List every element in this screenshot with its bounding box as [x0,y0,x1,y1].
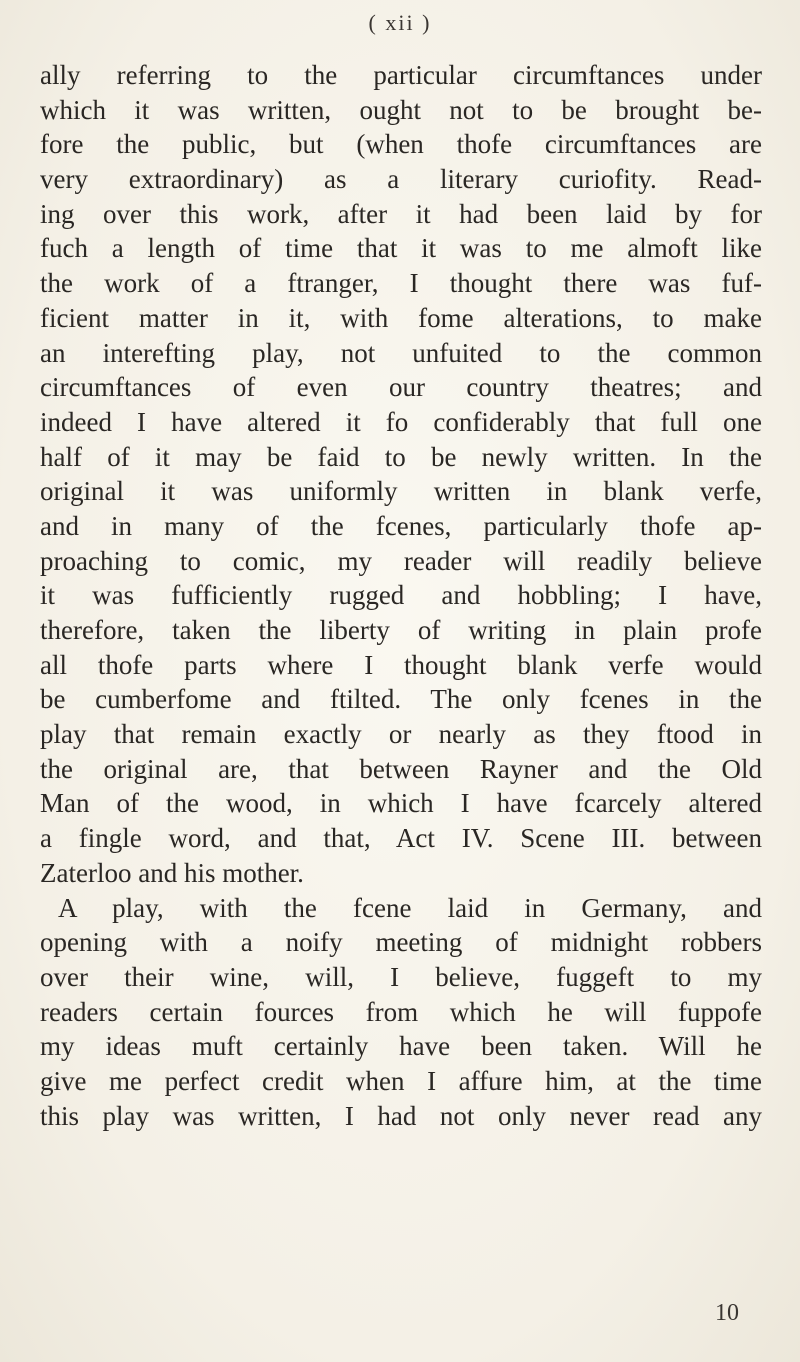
text-line: half of it may be faid to be newly written. In the [40,441,762,472]
body-text [40,58,762,1133]
text-line: proaching to comic, my reader will readily believe [40,545,762,576]
text-line: be cumberfome and ftilted. The only fcenes in the [40,684,762,715]
text-line: ally referring to the particular circumftances under [40,60,762,90]
text-line: circumftances of even our country theatres; and [40,372,762,403]
text-line: over their wine, will, I believe, fuggeft to my [40,961,762,992]
text-line: fore the public, but (when thofe circumftances are [40,129,762,160]
text-line: fuch a length of time that it was to me almoft like [40,233,762,264]
text-line: it was fufficiently rugged and hobbling; I have, [40,580,762,611]
text-line: Zaterloo and his mother. [40,857,304,888]
text-line: the work of a ftranger, I thought there was fuf- [40,268,762,299]
text-line: this play was written, I had not only never read any [40,1100,762,1131]
text-line: opening with a noify meeting of midnight robbers [40,927,762,958]
text-line: the original are, that between Rayner and the Old [40,753,762,784]
text-line: therefore, taken the liberty of writing in plain profe [40,615,762,645]
text-line: all thofe parts where I thought blank verfe would [40,649,762,680]
paragraph-start-line: A play, with the fcene laid in Germany, and [58,892,762,923]
text-line: which it was written, ought not to be brought be- [40,94,762,125]
text-line: very extraordinary) as a literary curiofity. Read- [40,164,762,195]
text-line: and in many of the fcenes, particularly thofe ap- [40,510,762,541]
text-line: an interefting play, not unfuited to the common [40,337,762,368]
text-line: indeed I have altered it fo confiderably that full one [40,406,762,437]
catchword: 10 [715,1300,739,1326]
text-line: a fingle word, and that, Act IV. Scene III. between [40,823,762,854]
text-line: Man of the wood, in which I have fcarcely altered [40,788,762,819]
text-line: ing over this work, after it had been laid by for [40,198,762,229]
text-line: ficient matter in it, with fome alterations, to make [40,302,762,333]
text-line: readers certain fources from which he will fuppofe [40,996,762,1027]
page-number-header: ( xii ) [368,10,432,35]
text-line: play that remain exactly or nearly as they ftood in [40,719,762,750]
text-line: give me perfect credit when I affure him, at the time [40,1065,762,1096]
text-line: original it was uniformly written in blank verfe, [40,476,762,507]
text-line: my ideas muft certainly have been taken. Will he [40,1031,762,1062]
